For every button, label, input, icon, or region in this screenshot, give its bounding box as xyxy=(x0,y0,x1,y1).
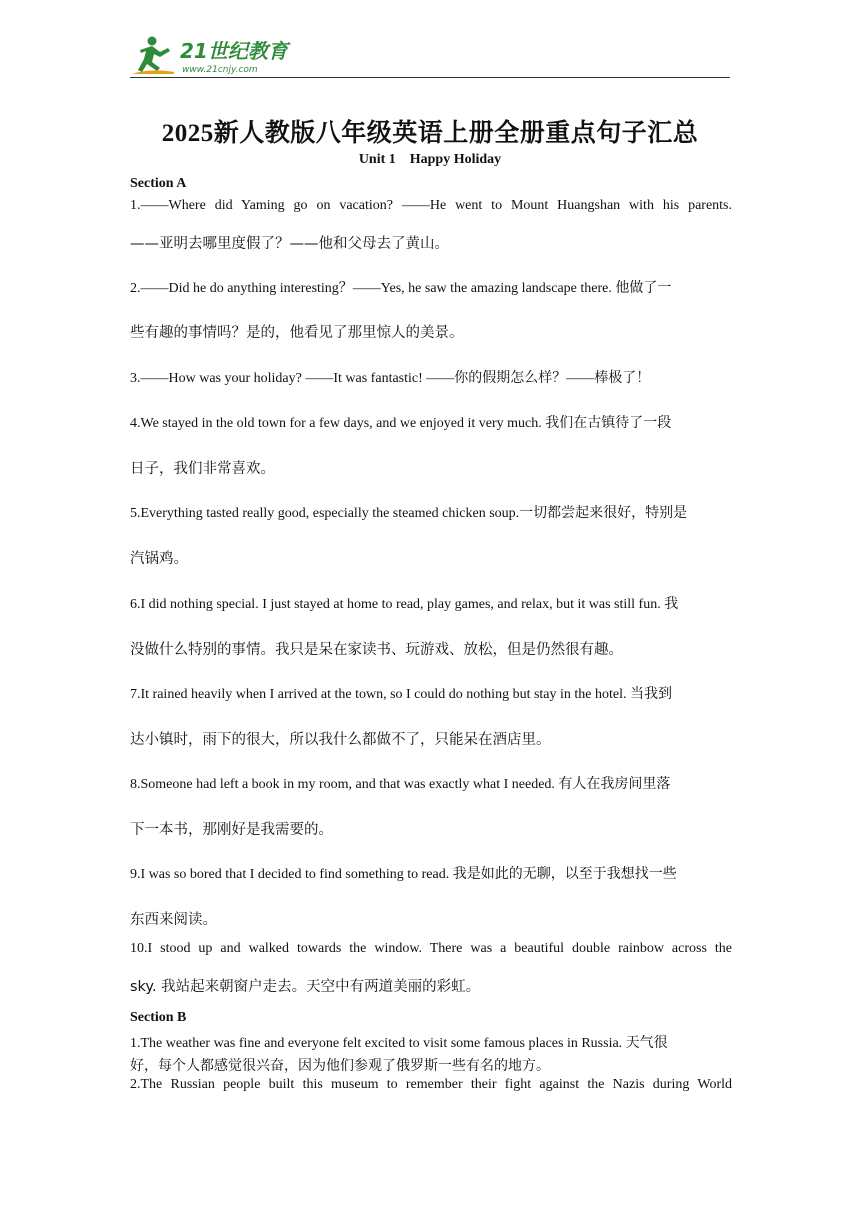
logo-text: 21世纪教育 xyxy=(180,39,288,63)
unit-title: Unit 1 Happy Holiday xyxy=(358,152,502,167)
sentence-line: 2.——Did he do anything interesting？——Yes, he saw the amazing landscape there. 他做了一 xyxy=(130,281,672,296)
sentence-line: 8.Someone had left a book in my room, and that was exactly what I needed. 有人在我房间里落 xyxy=(130,777,671,792)
document-title: 2025新人教版八年级英语上册全册重点句子汇总 xyxy=(161,120,699,147)
sentence-line: 9.I was so bored that I decided to find something to read. 我是如此的无聊，以至于我想找一些 xyxy=(130,867,677,882)
sentence-line: 1.The weather was fine and everyone felt excited to visit some famous places in Russia. 天气很 xyxy=(130,1036,668,1051)
sentence-line: 5.Everything tasted really good, especially the steamed chicken soup.一切都尝起来很好，特别是 xyxy=(130,506,688,521)
sentence-line: 些有趣的事情吗？是的，他看见了那里惊人的美景。 xyxy=(130,325,464,341)
sentence-line: 日子，我们非常喜欢。 xyxy=(130,461,275,477)
sentence-line: 好，每个人都感觉很兴奋，因为他们参观了俄罗斯一些有名的地方。 xyxy=(130,1058,550,1074)
sentence-line: 下一本书，那刚好是我需要的。 xyxy=(130,822,333,838)
sentence-line: sky. 我站起来朝窗户走去。天空中有两道美丽的彩虹。 xyxy=(130,979,481,995)
runner-icon xyxy=(132,37,174,75)
sentence-line: 没做什么特别的事情。我只是呆在家读书、玩游戏、放松，但是仍然很有趣。 xyxy=(130,642,623,658)
sentence-line: 东西来阅读。 xyxy=(130,912,217,928)
sentence-line: 2.The Russian people built this museum to remember their fight against the Nazis during World xyxy=(130,1077,732,1092)
sentence-line: 6.I did nothing special. I just stayed at home to read, play games, and relax, but it was still fun. 我 xyxy=(130,597,679,612)
sentence-line: 1.——Where did Yaming go on vacation? ——He went to Mount Huangshan with his parents. xyxy=(130,198,732,213)
header-divider xyxy=(130,77,730,78)
sentence-line: 4.We stayed in the old town for a few days, and we enjoyed it very much. 我们在古镇待了一段 xyxy=(130,416,672,431)
sentence-line: 汽锅鸡。 xyxy=(130,551,188,567)
sentence-line: 7.It rained heavily when I arrived at the town, so I could do nothing but stay in the hotel. 当我到 xyxy=(130,687,672,702)
page-header xyxy=(130,32,730,80)
section-a-heading: Section A xyxy=(130,176,187,191)
sentence-line: 10.I stood up and walked towards the window. There was a beautiful double rainbow across the xyxy=(130,941,732,956)
sentence-line: ——亚明去哪里度假了？——他和父母去了黄山。 xyxy=(130,236,449,252)
logo-url: www.21cnjy.com xyxy=(182,65,258,75)
section-b-heading: Section B xyxy=(130,1010,187,1025)
sentence-line: 达小镇时，雨下的很大，所以我什么都做不了，只能呆在酒店里。 xyxy=(130,732,551,748)
sentence-line: 3.——How was your holiday? ——It was fantastic! ——你的假期怎么样？——棒极了！ xyxy=(130,371,651,386)
site-logo xyxy=(130,32,305,76)
